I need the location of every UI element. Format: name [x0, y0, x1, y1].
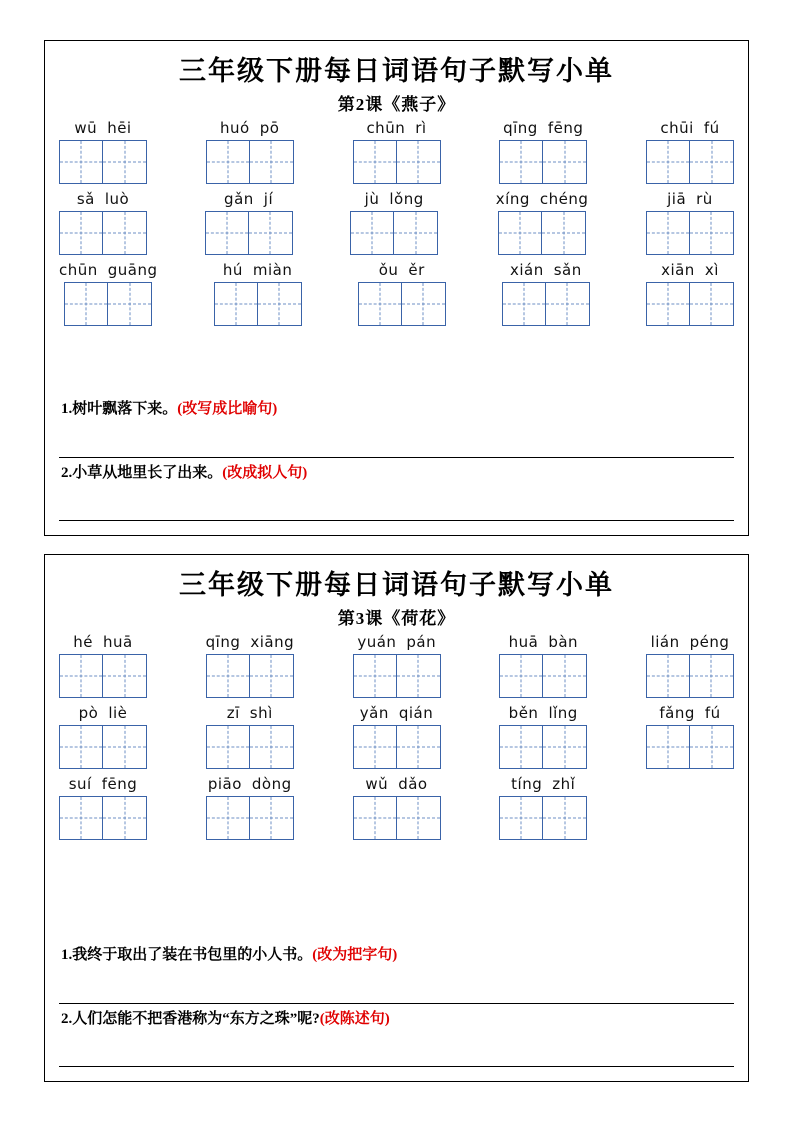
pinyin-label	[667, 190, 713, 208]
pinyin-label	[365, 775, 427, 793]
tianzige-box[interactable]	[250, 140, 294, 184]
pinyin-label	[360, 704, 433, 722]
pinyin-label	[220, 119, 279, 137]
pinyin-label	[73, 633, 132, 651]
tianzige-box[interactable]	[498, 211, 542, 255]
tianzige-box[interactable]	[103, 211, 147, 255]
pinyin-label	[366, 119, 426, 137]
word-cell	[59, 633, 147, 698]
tianzige-box[interactable]	[543, 654, 587, 698]
pinyin-syllable: qīng	[205, 633, 241, 652]
pinyin-syllable: zhǐ	[552, 775, 576, 794]
pinyin-syllable: huā	[508, 633, 539, 652]
pinyin-syllable: huó	[220, 119, 250, 138]
pinyin-syllable: hú	[222, 261, 243, 280]
word-cell	[502, 261, 590, 326]
tianzige-box[interactable]	[690, 140, 734, 184]
tianzige-box[interactable]	[250, 654, 294, 698]
word-cell	[350, 190, 438, 255]
word-cell	[358, 261, 446, 326]
page-title-1: 三年级下册每日词语句子默写小单	[179, 56, 614, 86]
answer-space[interactable]	[59, 427, 734, 457]
tianzige-box[interactable]	[397, 725, 441, 769]
tianzige-grid[interactable]	[206, 796, 294, 840]
tianzige-box[interactable]	[59, 796, 103, 840]
tianzige-grid[interactable]	[353, 654, 441, 698]
tianzige-grid[interactable]	[499, 140, 587, 184]
word-cell	[499, 633, 587, 698]
tianzige-box[interactable]	[646, 211, 690, 255]
pinyin-syllable: chūn	[59, 261, 98, 280]
tianzige-box[interactable]	[690, 211, 734, 255]
word-cell	[499, 775, 587, 840]
answer-rule	[59, 1066, 734, 1067]
pinyin-syllable: lián	[650, 633, 680, 652]
word-row	[59, 190, 734, 255]
pinyin-syllable: tíng	[511, 775, 543, 794]
lesson-subtitle-1: 第2课《燕子》	[337, 95, 456, 115]
pinyin-label	[223, 261, 293, 279]
sentence-hint: (改为把字句)	[312, 947, 398, 963]
pinyin-label	[365, 190, 424, 208]
pinyin-syllable: rù	[696, 190, 713, 209]
tianzige-grid[interactable]	[353, 725, 441, 769]
pinyin-syllable: lǐng	[548, 704, 578, 723]
tianzige-box[interactable]	[353, 725, 397, 769]
tianzige-box[interactable]	[397, 140, 441, 184]
tianzige-box[interactable]	[214, 282, 258, 326]
tianzige-grid[interactable]	[59, 654, 147, 698]
tianzige-box[interactable]	[249, 211, 293, 255]
tianzige-box[interactable]	[542, 211, 586, 255]
pinyin-syllable: guāng	[107, 261, 158, 280]
pinyin-label	[379, 261, 425, 279]
sentence-prompt	[59, 460, 734, 491]
pinyin-label	[511, 775, 575, 793]
pinyin-syllable: chūn	[366, 119, 406, 138]
word-row	[59, 261, 734, 326]
pinyin-syllable: suí	[68, 775, 92, 794]
tianzige-grid[interactable]	[646, 140, 734, 184]
tianzige-grid[interactable]	[646, 654, 734, 698]
pinyin-syllable: sǎn	[553, 261, 582, 280]
tianzige-box[interactable]	[397, 796, 441, 840]
sentence-text: 2.人们怎能不把香港称为“东方之珠”呢?	[61, 1010, 320, 1027]
answer-rule	[59, 1003, 734, 1004]
pinyin-syllable: péng	[689, 633, 730, 652]
word-cell	[499, 119, 587, 184]
pinyin-syllable: piāo	[207, 775, 242, 794]
tianzige-box[interactable]	[353, 796, 397, 840]
tianzige-box[interactable]	[206, 140, 250, 184]
tianzige-box[interactable]	[103, 725, 147, 769]
sentence-prompt	[59, 396, 734, 427]
sentence-hint: (改陈述句)	[319, 1010, 390, 1027]
pinyin-syllable: lǒng	[389, 190, 424, 209]
tianzige-grid[interactable]	[206, 654, 294, 698]
tianzige-box[interactable]	[402, 282, 446, 326]
worksheet-sheet-1	[44, 40, 749, 536]
tianzige-grid[interactable]	[206, 140, 294, 184]
tianzige-grid[interactable]	[350, 211, 438, 255]
word-rows-1	[59, 119, 734, 332]
tianzige-box[interactable]	[499, 796, 543, 840]
pinyin-label	[69, 775, 138, 793]
tianzige-box[interactable]	[690, 725, 734, 769]
word-cell	[59, 704, 147, 769]
pinyin-syllable: xiān	[661, 261, 695, 280]
answer-space[interactable]	[59, 490, 734, 520]
pinyin-syllable: fēng	[547, 119, 584, 138]
tianzige-grid[interactable]	[64, 282, 152, 326]
pinyin-label	[503, 119, 583, 137]
pinyin-label	[59, 261, 158, 279]
pinyin-syllable: ěr	[408, 261, 425, 280]
tianzige-grid[interactable]	[206, 725, 294, 769]
word-cell	[353, 633, 441, 698]
pinyin-label	[651, 633, 730, 651]
pinyin-label	[509, 633, 578, 651]
tianzige-box[interactable]	[502, 282, 546, 326]
pinyin-label	[357, 633, 436, 651]
word-cell	[206, 704, 294, 769]
lesson-subtitle-2: 第3课《荷花》	[337, 609, 456, 629]
pinyin-label	[227, 704, 273, 722]
pinyin-syllable: bàn	[548, 633, 579, 652]
pinyin-syllable: jiā	[667, 190, 687, 209]
pinyin-syllable: qián	[398, 704, 434, 723]
tianzige-grid[interactable]	[59, 140, 147, 184]
pinyin-label	[496, 190, 589, 208]
tianzige-grid[interactable]	[59, 796, 147, 840]
pinyin-syllable: rì	[415, 119, 427, 138]
pinyin-syllable: chūi	[660, 119, 694, 138]
word-cell	[59, 190, 147, 255]
pinyin-label	[661, 261, 719, 279]
tianzige-box[interactable]	[206, 796, 250, 840]
sentence-exercises-1	[59, 392, 734, 523]
worksheet-sheet-2	[44, 554, 749, 1082]
tianzige-box[interactable]	[59, 654, 103, 698]
tianzige-box[interactable]	[350, 211, 394, 255]
tianzige-box[interactable]	[64, 282, 108, 326]
answer-rule	[59, 457, 734, 458]
tianzige-box[interactable]	[358, 282, 402, 326]
answer-rule	[59, 520, 734, 521]
word-cell	[214, 261, 302, 326]
pinyin-syllable: yǎn	[359, 704, 389, 723]
sentence-text: 2.小草从地里长了出来。	[61, 464, 223, 481]
tianzige-grid[interactable]	[646, 725, 734, 769]
pinyin-syllable: xíng	[495, 190, 530, 209]
pinyin-label	[208, 775, 292, 793]
word-cell	[499, 704, 587, 769]
pinyin-syllable: xì	[704, 261, 719, 280]
tianzige-box[interactable]	[206, 725, 250, 769]
pinyin-label	[659, 704, 720, 722]
sentence-hint: (改成拟人句)	[222, 464, 308, 481]
word-cell	[353, 704, 441, 769]
pinyin-syllable: fēng	[101, 775, 138, 794]
pinyin-syllable: fú	[703, 119, 720, 138]
pinyin-syllable: jí	[263, 190, 274, 209]
word-cell	[496, 190, 589, 255]
pinyin-syllable: wū	[74, 119, 98, 138]
pinyin-syllable: jù	[364, 190, 380, 209]
pinyin-label	[206, 633, 294, 651]
tianzige-box[interactable]	[103, 796, 147, 840]
tianzige-grid[interactable]	[214, 282, 302, 326]
sentence-prompt	[59, 942, 734, 973]
tianzige-grid[interactable]	[59, 725, 147, 769]
tianzige-box[interactable]	[543, 796, 587, 840]
word-cell	[646, 190, 734, 255]
word-row	[59, 704, 734, 769]
word-row	[59, 633, 734, 698]
tianzige-box[interactable]	[103, 654, 147, 698]
pinyin-syllable: huā	[103, 633, 133, 652]
tianzige-grid[interactable]	[205, 211, 293, 255]
tianzige-grid[interactable]	[499, 725, 587, 769]
pinyin-syllable: běn	[508, 704, 539, 723]
pinyin-syllable: dǎo	[398, 775, 428, 794]
tianzige-box[interactable]	[397, 654, 441, 698]
answer-space[interactable]	[59, 1036, 734, 1066]
tianzige-grid[interactable]	[353, 140, 441, 184]
tianzige-grid[interactable]	[498, 211, 586, 255]
pinyin-syllable: ǒu	[378, 261, 399, 280]
pinyin-label	[74, 119, 131, 137]
tianzige-box[interactable]	[108, 282, 152, 326]
tianzige-box[interactable]	[646, 140, 690, 184]
word-cell	[59, 261, 158, 326]
sentence-hint: (改写成比喻句)	[177, 401, 278, 417]
pinyin-label	[224, 190, 273, 208]
tianzige-box[interactable]	[546, 282, 590, 326]
pinyin-syllable: gǎn	[224, 190, 254, 209]
pinyin-label	[660, 119, 719, 137]
tianzige-box[interactable]	[59, 140, 103, 184]
page-title-2: 三年级下册每日词语句子默写小单	[179, 570, 614, 600]
word-cell	[59, 775, 147, 840]
tianzige-box[interactable]	[353, 654, 397, 698]
pinyin-syllable: sǎ	[76, 190, 95, 209]
pinyin-syllable: fǎng	[659, 704, 695, 723]
pinyin-syllable: yuán	[357, 633, 397, 652]
tianzige-box[interactable]	[499, 140, 543, 184]
pinyin-label	[79, 704, 128, 722]
word-cell	[353, 119, 441, 184]
sentence-text: 1.我终于取出了装在书包里的小人书。	[61, 947, 313, 963]
tianzige-box[interactable]	[250, 725, 294, 769]
sentence-exercises-2	[59, 938, 734, 1069]
word-cell	[59, 119, 147, 184]
tianzige-box[interactable]	[59, 211, 103, 255]
pinyin-syllable: miàn	[252, 261, 293, 280]
word-cell	[646, 119, 734, 184]
word-row	[59, 119, 734, 184]
tianzige-box[interactable]	[250, 796, 294, 840]
tianzige-grid[interactable]	[59, 211, 147, 255]
pinyin-syllable: dòng	[251, 775, 292, 794]
pinyin-syllable: qīng	[503, 119, 538, 138]
word-cell	[353, 775, 441, 840]
tianzige-grid[interactable]	[646, 211, 734, 255]
word-cell	[646, 704, 734, 769]
word-row	[59, 775, 734, 840]
sentence-prompt	[59, 1006, 734, 1037]
pinyin-label	[509, 704, 578, 722]
pinyin-label	[510, 261, 582, 279]
tianzige-box[interactable]	[499, 725, 543, 769]
sentence-text: 1.树叶飘落下来。	[61, 401, 178, 417]
pinyin-syllable: pō	[259, 119, 280, 138]
pinyin-syllable: pán	[406, 633, 437, 652]
tianzige-box[interactable]	[690, 282, 734, 326]
tianzige-grid[interactable]	[502, 282, 590, 326]
tianzige-grid[interactable]	[358, 282, 446, 326]
pinyin-syllable: xián	[509, 261, 544, 280]
tianzige-box[interactable]	[499, 654, 543, 698]
pinyin-syllable: hé	[73, 633, 94, 652]
answer-space[interactable]	[59, 973, 734, 1003]
pinyin-syllable: xiāng	[250, 633, 295, 652]
tianzige-box[interactable]	[646, 654, 690, 698]
tianzige-box[interactable]	[59, 725, 103, 769]
word-cell	[206, 775, 294, 840]
tianzige-box[interactable]	[206, 654, 250, 698]
pinyin-syllable: pò	[78, 704, 99, 723]
tianzige-box[interactable]	[690, 654, 734, 698]
pinyin-syllable: chéng	[539, 190, 589, 209]
pinyin-syllable: shì	[249, 704, 273, 723]
tianzige-box[interactable]	[103, 140, 147, 184]
word-cell	[206, 633, 294, 698]
pinyin-syllable: liè	[108, 704, 128, 723]
pinyin-syllable: luò	[104, 190, 130, 209]
pinyin-label	[77, 190, 129, 208]
tianzige-grid[interactable]	[353, 796, 441, 840]
pinyin-syllable: fú	[704, 704, 721, 723]
word-rows-2	[59, 633, 734, 846]
word-cell	[206, 119, 294, 184]
pinyin-syllable: hēi	[107, 119, 132, 138]
word-cell	[646, 633, 734, 698]
word-cell	[205, 190, 293, 255]
tianzige-box[interactable]	[543, 725, 587, 769]
tianzige-box[interactable]	[258, 282, 302, 326]
tianzige-grid[interactable]	[499, 654, 587, 698]
tianzige-box[interactable]	[646, 282, 690, 326]
tianzige-box[interactable]	[543, 140, 587, 184]
pinyin-syllable: zī	[226, 704, 240, 723]
word-cell	[646, 261, 734, 326]
tianzige-box[interactable]	[205, 211, 249, 255]
tianzige-box[interactable]	[394, 211, 438, 255]
tianzige-box[interactable]	[353, 140, 397, 184]
tianzige-box[interactable]	[646, 725, 690, 769]
tianzige-grid[interactable]	[646, 282, 734, 326]
tianzige-grid[interactable]	[499, 796, 587, 840]
pinyin-syllable: wǔ	[365, 775, 389, 794]
